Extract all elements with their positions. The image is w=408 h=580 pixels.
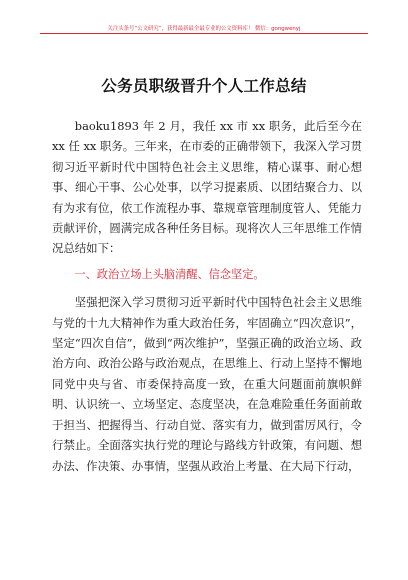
section-heading: 一、政治立场上头脑清醒、信念坚定。 — [74, 267, 265, 281]
document-body — [52, 116, 362, 476]
header-divider — [40, 33, 368, 34]
section-paragraph: 坚强把深入学习贯彻习近平新时代中国特色社会主义思维与党的十九大精神作为重大政治任务，牢固确立“四次意识”，坚定“四次自信”，做到“两次维护”，坚强正确的政治立场、政治方向、政治公路与政治观点，在思维上、行动上坚持不懈地同党中央与省、市委保持高度一致，在重大问题面前旗帜鲜明、认识统一、立场坚定、态度坚决，在急难险重任务面前敢于担当、把握得当、行动自觉、落实有力，做到雷厉风行，令行禁止。全面落实执行党的理论与路线方针政策，有问题、想办法、作决策、办事情，坚强从政治上考量、在大局下行动， — [52, 295, 362, 473]
document-title: 公务员职级晋升个人工作总结 — [101, 77, 307, 95]
header-note: 关注头条号“公文研究”，获得最新最全最专业的公文资料库！ 微信：gongwenyj — [107, 26, 301, 32]
intro-paragraph: baoku1893 年 2 月，我任 xx 市 xx 职务，此后至今在 xx 任 xx 职务。三年来，在市委的正确带领下，我深入学习贯彻习近平新时代中国特色社会主义思维，精心谋事、耐心想事、细心干事、公心处事，以学习提素质、以团结聚合力、以有为求有位，依工作流程办事、靠规章管理制度管人、凭能力贡献评价，圆满完成各种任务目标。现将次人三年思维工作情况总结如下： — [52, 119, 362, 256]
